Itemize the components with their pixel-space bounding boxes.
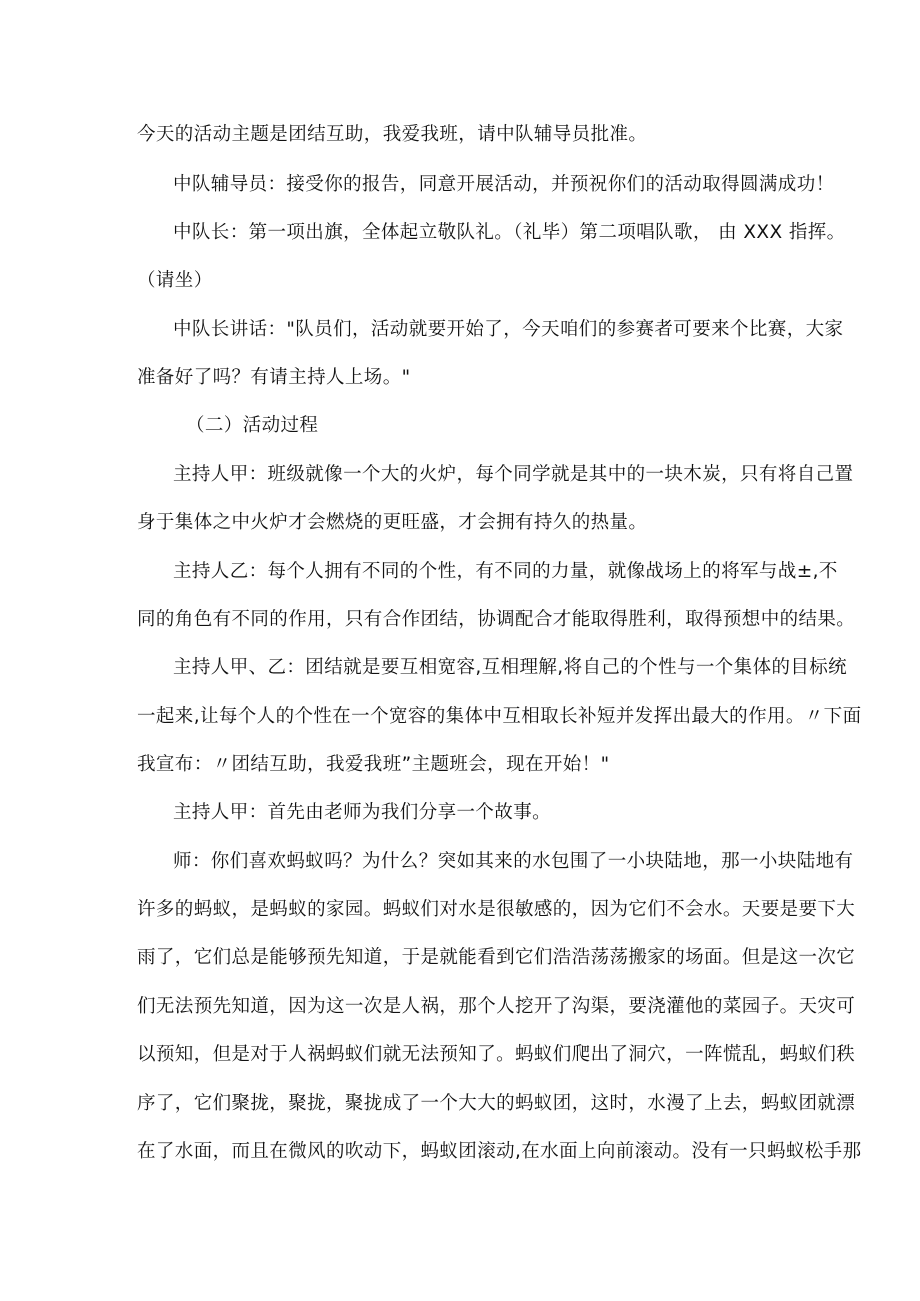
paragraph-line-21: 序了，它们聚拢，聚拢，聚拢成了一个大大的蚂蚁团，这时，水漫了上去，蚂蚁团就漂 [137,1093,856,1114]
paragraph-line-20: 以预知，但是对于人祸蚂蚁们就无法预知了。蚂蚁们爬出了洞穴，一阵慌乱，蚂蚁们秩 [137,1044,856,1065]
paragraph-line-8: 主持人甲：班级就像一个大的火炉，每个同学就是其中的一块木炭，只有将自己置 [173,464,854,485]
paragraph-line-12: 主持人甲、乙：团结就是要互相宽容,互相理解,将自己的个性与一个集体的目标统 [173,657,848,678]
paragraph-line-19: 们无法预先知道，因为这一次是人祸，那个人挖开了沟渠，要浇灌他的菜园子。天灾可 [137,996,856,1017]
section-heading: （二）活动过程 [186,415,319,436]
paragraph-line-11: 同的角色有不同的作用，只有合作团结，协调配合才能取得胜利，取得预想中的结果。 [137,609,856,630]
paragraph-line-10: 主持人乙：每个人拥有不同的个性，有不同的力量，就像战场上的将军与战±,不 [173,561,838,582]
paragraph-line-3: 中队长：第一项出旗，全体起立敬队礼。（礼毕）第二项唱队歌， 由 XXX 指挥。 [173,222,846,243]
paragraph-line-4: （请坐） [137,270,213,291]
paragraph-line-6: 准备好了吗？有请主持人上场。" [137,367,411,388]
paragraph-line-2: 中队辅导员：接受你的报告，同意开展活动，并预祝你们的活动取得圆满成功！ [173,174,835,195]
paragraph-line-5: 中队长讲话："队员们，活动就要开始了，今天咱们的参赛者可要来个比赛，大家 [173,319,844,340]
paragraph-line-14: 我宣布：〃团结互助，我爱我班”主题班会，现在开始！" [137,754,610,775]
paragraph-line-9: 身于集体之中火炉才会燃烧的更旺盛，才会拥有持久的热量。 [137,512,648,533]
paragraph-line-1: 今天的活动主题是团结互助，我爱我班，请中队辅导员批准。 [137,124,648,145]
paragraph-line-16: 师：你们喜欢蚂蚁吗？为什么？突如其来的水包围了一小块陆地，那一小块陆地有 [173,851,854,872]
paragraph-line-13: 一起来,让每个人的个性在一个宽容的集体中互相取长补短并发挥出最大的作用。〃下面 [137,706,862,727]
paragraph-line-17: 许多的蚂蚁，是蚂蚁的家园。蚂蚁们对水是很敏感的，因为它们不会水。天要是要下大 [137,899,856,920]
paragraph-line-15: 主持人甲：首先由老师为我们分享一个故事。 [173,802,552,823]
paragraph-line-22: 在了水面，而且在微风的吹动下，蚂蚁团滚动,在水面上向前滚动。没有一只蚂蚁松手那 [137,1141,862,1162]
paragraph-line-18: 雨了，它们总是能够预先知道，于是就能看到它们浩浩荡荡搬家的场面。但是这一次它 [137,947,856,968]
